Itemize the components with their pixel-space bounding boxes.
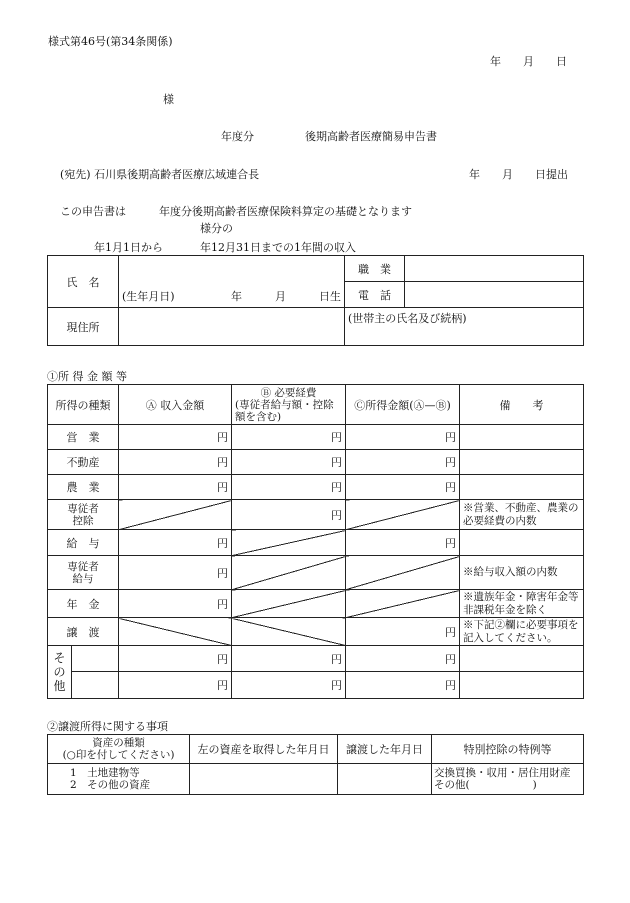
row-dedicated (48, 500, 119, 530)
header-expense-1: Ⓑ 必要経費 (260, 386, 317, 399)
submit-date: 年 月 日提出 (469, 168, 568, 181)
row-agriculture: 農 業 (48, 475, 119, 500)
cell-income[interactable]: 円 (346, 672, 460, 699)
cell-disabled (232, 530, 346, 556)
name-field[interactable] (119, 256, 345, 308)
special-item-1[interactable]: 交換買換・収用・居住用財産 (434, 767, 571, 779)
header-asset-type-1: 資産の種類 (92, 737, 145, 749)
name-label: 氏 名 (48, 256, 119, 308)
row-other: その他 (48, 646, 72, 699)
row-dedicated-1: 専従者 (67, 502, 99, 515)
asset-item-1[interactable]: 1 土地建物等 (70, 767, 140, 779)
table-row (48, 618, 584, 646)
cell-revenue[interactable]: 円 (119, 556, 232, 590)
note-transfer: ※下記②欄に必要事項を記入してください。 (460, 618, 584, 646)
cell-income[interactable]: 円 (346, 530, 460, 556)
header-asset-type-2: (○印を付してください) (62, 749, 175, 761)
cell-revenue[interactable]: 円 (119, 672, 232, 699)
note-dedicated: ※営業、不動産、農業の必要経費の内数 (460, 500, 584, 530)
cell-disabled (232, 556, 346, 590)
birth-fields: 年 月 日生 (231, 290, 341, 303)
acquired-field[interactable] (190, 764, 338, 795)
cell-expense[interactable]: 円 (232, 500, 346, 530)
cell-income[interactable]: 円 (346, 425, 460, 450)
header-asset-type (48, 735, 190, 764)
table-row (48, 425, 584, 450)
transferred-field[interactable] (338, 764, 432, 795)
row-dedicated-salary-1: 専従者 (67, 560, 99, 573)
table-row (48, 672, 584, 699)
row-real-estate: 不動産 (48, 450, 119, 475)
transfer-section-title: ②譲渡所得に関する事項 (47, 720, 168, 733)
cell-revenue[interactable]: 円 (119, 450, 232, 475)
transfer-table (47, 734, 584, 795)
income-table (47, 384, 584, 699)
special-item-2[interactable]: その他( ) (434, 779, 537, 791)
cell-disabled (119, 500, 232, 530)
statement-sub: 様分の (200, 222, 233, 235)
header-special: 特別控除の特例等 (432, 735, 584, 764)
header-expense (232, 385, 346, 425)
special-options[interactable] (432, 764, 584, 795)
header-expense-2: (専従者給与額・控除額を含む) (235, 398, 334, 423)
date-top: 年 月 日 (490, 55, 567, 68)
row-business: 営 業 (48, 425, 119, 450)
cell-expense[interactable]: 円 (232, 425, 346, 450)
cell-expense[interactable]: 円 (232, 672, 346, 699)
row-dedicated-salary (48, 556, 119, 590)
title-year: 年度分 (221, 130, 254, 143)
cell-revenue[interactable]: 円 (119, 425, 232, 450)
row-transfer: 譲 渡 (48, 618, 119, 646)
form-number: 様式第46号(第34条関係) (48, 35, 173, 48)
asset-item-2[interactable]: 2 その他の資産 (70, 779, 151, 791)
address-label: 現住所 (48, 308, 119, 346)
cell-income[interactable]: 円 (346, 618, 460, 646)
row-dedicated-salary-2: 給与 (72, 572, 94, 585)
householder-field[interactable] (345, 308, 584, 346)
table-row (48, 500, 584, 530)
income-section-title: ①所 得 金 額 等 (47, 370, 127, 383)
note-pension: ※遺族年金・障害年金等非課税年金を除く (460, 590, 584, 618)
birth-label: (生年月日) (122, 290, 175, 303)
cell-disabled (346, 500, 460, 530)
phone-field[interactable] (405, 282, 584, 308)
asset-type-options[interactable] (48, 764, 190, 795)
cell-expense[interactable]: 円 (232, 646, 346, 672)
cell-disabled (346, 590, 460, 618)
cell-income[interactable]: 円 (346, 646, 460, 672)
address-field[interactable] (119, 308, 345, 346)
row-dedicated-2: 控除 (72, 514, 94, 527)
cell-expense[interactable]: 円 (232, 450, 346, 475)
cell-remarks[interactable] (460, 450, 584, 475)
cell-expense[interactable]: 円 (232, 475, 346, 500)
row-pension: 年 金 (48, 590, 119, 618)
row-salary: 給 与 (48, 530, 119, 556)
note-dedicated-salary: ※給与収入額の内数 (460, 556, 584, 590)
addressee-suffix: 様 (163, 93, 174, 106)
header-remarks: 備 考 (460, 385, 584, 425)
header-acquired: 左の資産を取得した年月日 (190, 735, 338, 764)
cell-disabled (119, 618, 232, 646)
cell-other-type[interactable] (72, 646, 119, 672)
cell-revenue[interactable]: 円 (119, 646, 232, 672)
header-income: Ⓒ所得金額(Ⓐ—Ⓑ) (346, 385, 460, 425)
phone-label: 電 話 (345, 282, 405, 308)
cell-disabled (232, 590, 346, 618)
cell-remarks[interactable] (460, 530, 584, 556)
cell-income[interactable]: 円 (346, 475, 460, 500)
cell-remarks[interactable] (460, 425, 584, 450)
page-title: 後期高齢者医療簡易申告書 (305, 130, 437, 143)
table-row (48, 556, 584, 590)
header-transferred: 譲渡した年月日 (338, 735, 432, 764)
table-row (48, 450, 584, 475)
period-from: 年1月1日から (94, 241, 163, 254)
recipient: (宛先) 石川県後期高齢者医療広域連合長 (60, 168, 260, 181)
period-to: 年12月31日までの1年間の収入 (200, 241, 356, 254)
cell-revenue[interactable]: 円 (119, 590, 232, 618)
header-type: 所得の種類 (48, 385, 119, 425)
cell-income[interactable]: 円 (346, 450, 460, 475)
cell-remarks[interactable] (460, 646, 584, 672)
cell-remarks[interactable] (460, 672, 584, 699)
cell-disabled (346, 556, 460, 590)
job-field[interactable] (405, 256, 584, 282)
job-label: 職 業 (345, 256, 405, 282)
cell-other-type[interactable] (72, 672, 119, 699)
cell-disabled (232, 618, 346, 646)
statement: この申告書は 年度分後期高齢者医療保険料算定の基礎となります (60, 205, 412, 218)
cell-remarks[interactable] (460, 475, 584, 500)
personal-table (47, 255, 584, 346)
cell-revenue[interactable]: 円 (119, 475, 232, 500)
table-row (48, 530, 584, 556)
table-row (48, 475, 584, 500)
householder-label: (世帯主の氏名及び続柄) (348, 312, 467, 325)
table-row (48, 590, 584, 618)
header-revenue: Ⓐ 収入金額 (119, 385, 232, 425)
table-row (48, 646, 584, 672)
cell-revenue[interactable]: 円 (119, 530, 232, 556)
